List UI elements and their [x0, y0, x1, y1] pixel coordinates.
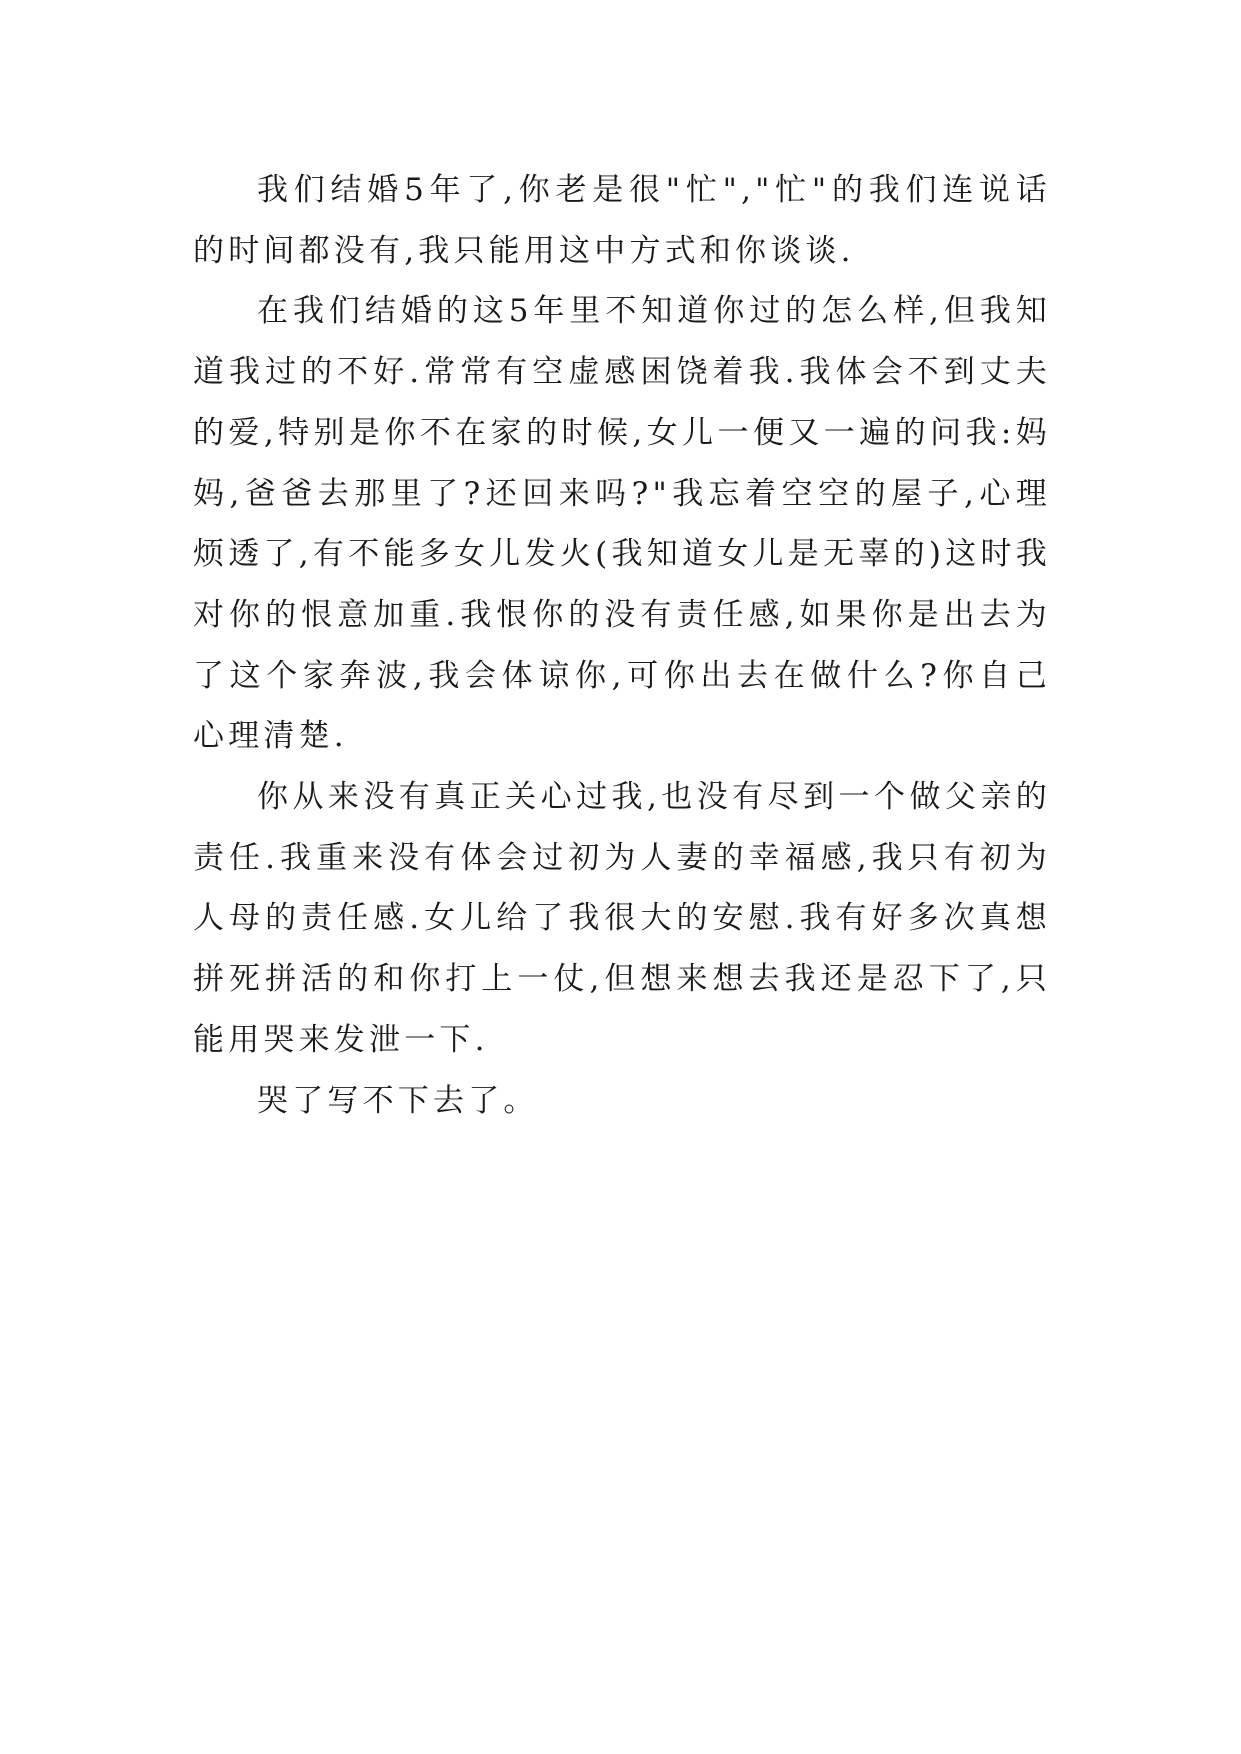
paragraph-3: 你从来没有真正关心过我,也没有尽到一个做父亲的责任.我重来没有体会过初为人妻的幸福感,我只有初为人母的责任感.女儿给了我很大的安慰.我有好多次真想拼死拼活的和你打上一仗,但想来想去我还是忍下了,只能用哭来发泄一下.	[193, 779, 1051, 1058]
paragraph-1: 我们结婚5年了,你老是很"忙","忙"的我们连说话的时间都没有,我只能用这中方式和你谈谈.	[193, 172, 1051, 269]
paragraph-2: 在我们结婚的这5年里不知道你过的怎么样,但我知道我过的不好.常常有空虚感困饶着我.我体会不到丈夫的爱,特别是你不在家的时候,女儿一便又一遍的问我:妈妈,爸爸去那里了?还回来吗?"我忘着空空的屋子,心理烦透了,有不能多女儿发火(我知道女儿是无辜的)这时我对你的恨意加重.我恨你的没有责任感,如果你是出去为了这个家奔波,我会体谅你,可你出去在做什么?你自己心理清楚.	[193, 293, 1051, 755]
paragraph-4: 哭了写不下去了。	[257, 1082, 539, 1119]
document-body	[193, 160, 1051, 1131]
